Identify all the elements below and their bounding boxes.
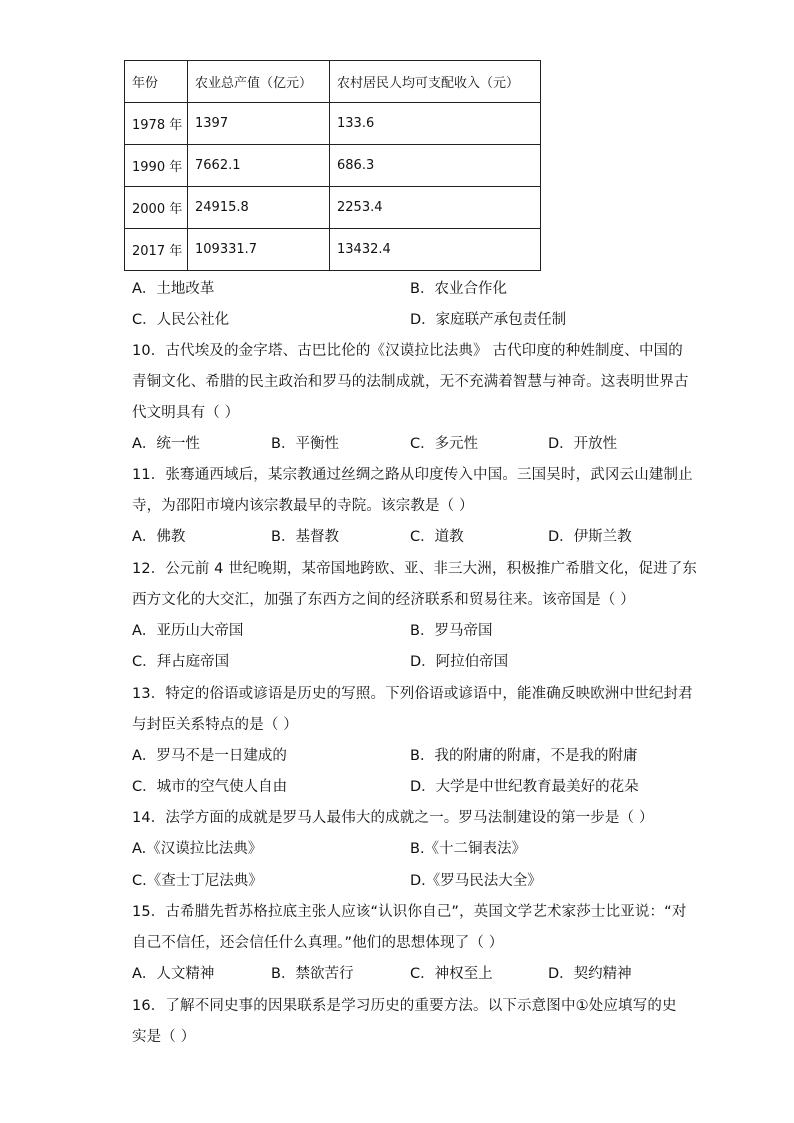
table-row xyxy=(125,229,541,271)
table-cell: 1978 年 xyxy=(125,103,188,145)
table-cell: 1990 年 xyxy=(125,145,188,187)
q16-stem-line: 实是（ ） xyxy=(132,1029,196,1045)
table-cell: 2253.4 xyxy=(330,187,541,229)
q10-stem-line: 青铜文化、希腊的民主政治和罗马的法制成就，无不充满着智慧与神奇。这表明世界古 xyxy=(132,374,689,390)
table-cell: 24915.8 xyxy=(188,187,330,229)
table-row xyxy=(125,145,541,187)
table-header-row xyxy=(125,61,541,103)
table-cell: 7662.1 xyxy=(188,145,330,187)
q14-option-d: D.《罗马民法大全》 xyxy=(410,873,542,889)
table-cell: 13432.4 xyxy=(330,229,541,271)
q13-stem-line: 与封臣关系特点的是（ ） xyxy=(132,717,298,733)
q10-option-b: B．平衡性 xyxy=(271,436,339,452)
table-cell: 2017 年 xyxy=(125,229,188,271)
q10-stem-line: 10．古代埃及的金字塔、古巴比伦的《汉谟拉比法典》 古代印度的种姓制度、中国的 xyxy=(132,343,683,359)
q9-option-a: A．土地改革 xyxy=(132,281,215,297)
q11-stem-line: 11．张骞通西域后，某宗教通过丝绸之路从印度传入中国。三国吴时，武冈云山建制止 xyxy=(132,467,693,483)
agriculture-income-table xyxy=(124,60,541,271)
q9-option-c: C．人民公社化 xyxy=(132,312,230,328)
q16-stem-line: 16．了解不同史事的因果联系是学习历史的重要方法。以下示意图中①处应填写的史 xyxy=(132,998,677,1014)
q12-stem-line: 12．公元前 4 世纪晚期，某帝国地跨欧、亚、非三大洲，积极推广希腊文化，促进了东 xyxy=(132,561,698,577)
table-header-cell: 农村居民人均可支配收入（元） xyxy=(330,61,541,103)
q15-option-b: B．禁欲苦行 xyxy=(271,966,354,982)
q13-option-b: B．我的附庸的附庸，不是我的附庸 xyxy=(410,748,638,764)
q12-option-b: B．罗马帝国 xyxy=(410,623,493,639)
q11-option-d: D．伊斯兰教 xyxy=(548,529,632,545)
q15-option-a: A．人文精神 xyxy=(132,966,215,982)
q14-option-a: A.《汉谟拉比法典》 xyxy=(132,841,263,857)
q9-option-b: B．农业合作化 xyxy=(410,281,507,297)
q12-stem-line: 西方文化的大交汇，加强了东西方之间的经济联系和贸易往来。该帝国是（ ） xyxy=(132,592,635,608)
q13-stem-line: 13．特定的俗语或谚语是历史的写照。下列俗语或谚语中，能准确反映欧洲中世纪封君 xyxy=(132,686,693,702)
q14-stem-line: 14．法学方面的成就是罗马人最伟大的成就之一。罗马法制建设的第一步是（ ） xyxy=(132,810,654,826)
table-cell: 1397 xyxy=(188,103,330,145)
table-cell: 686.3 xyxy=(330,145,541,187)
table-cell: 133.6 xyxy=(330,103,541,145)
q10-option-d: D．开放性 xyxy=(548,436,618,452)
table-header-cell: 农业总产值（亿元） xyxy=(188,61,330,103)
q11-option-c: C．道教 xyxy=(410,529,464,545)
q15-option-d: D．契约精神 xyxy=(548,966,632,982)
q10-stem-line: 代文明具有（ ） xyxy=(132,405,240,421)
q14-option-c: C.《查士丁尼法典》 xyxy=(132,873,263,889)
q12-option-a: A．亚历山大帝国 xyxy=(132,623,244,639)
q11-stem-line: 寺，为邵阳市境内该宗教最早的寺院。该宗教是（ ） xyxy=(132,498,474,514)
table-row xyxy=(125,103,541,145)
q15-stem-line: 15．古希腊先哲苏格拉底主张人应该“认识你自己”，英国文学艺术家莎士比亚说：“对 xyxy=(132,904,687,920)
table-cell: 2000 年 xyxy=(125,187,188,229)
q11-option-a: A．佛教 xyxy=(132,529,186,545)
q9-option-d: D．家庭联产承包责任制 xyxy=(410,312,567,328)
q10-option-c: C．多元性 xyxy=(410,436,479,452)
q12-option-c: C．拜占庭帝国 xyxy=(132,654,230,670)
table-cell: 109331.7 xyxy=(188,229,330,271)
q11-option-b: B．基督教 xyxy=(271,529,339,545)
q15-option-c: C．神权至上 xyxy=(410,966,493,982)
table-header-cell: 年份 xyxy=(125,61,188,103)
q13-option-a: A．罗马不是一日建成的 xyxy=(132,748,287,764)
q13-option-d: D．大学是中世纪教育最美好的花朵 xyxy=(410,779,639,795)
q14-option-b: B.《十二铜表法》 xyxy=(410,841,527,857)
q10-option-a: A．统一性 xyxy=(132,436,200,452)
q12-option-d: D．阿拉伯帝国 xyxy=(410,654,509,670)
table-row xyxy=(125,187,541,229)
q13-option-c: C．城市的空气使人自由 xyxy=(132,779,288,795)
q15-stem-line: 自己不信任，还会信任什么真理。”他们的思想体现了（ ） xyxy=(132,935,504,951)
